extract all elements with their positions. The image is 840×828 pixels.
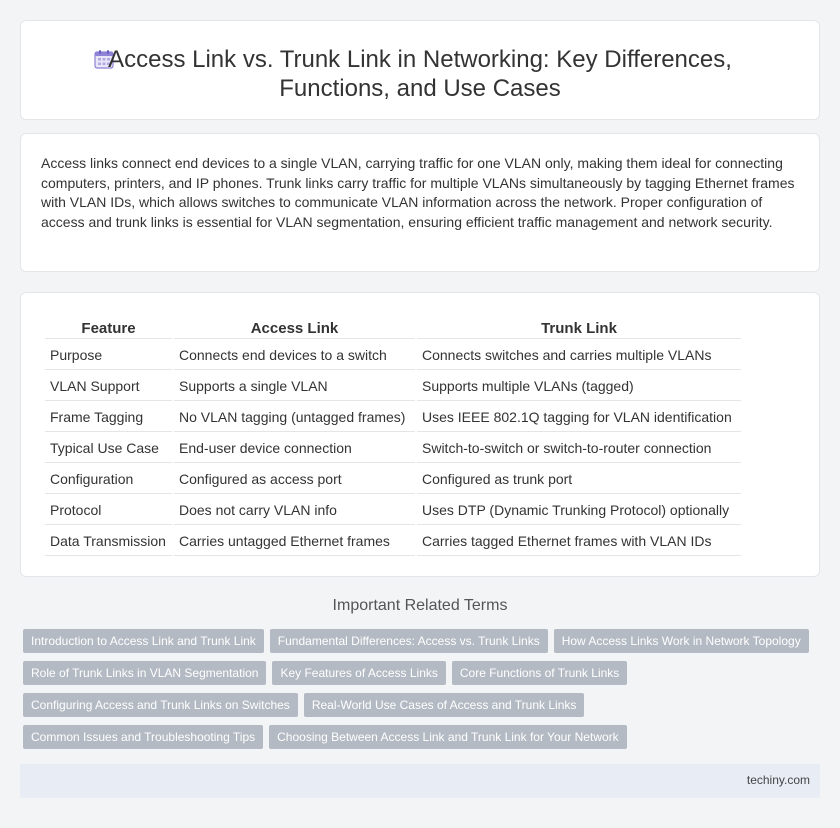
row-feature: VLAN Support bbox=[45, 372, 172, 401]
row-feature: Purpose bbox=[45, 341, 172, 370]
footer-brand[interactable]: techiny.com bbox=[746, 773, 810, 787]
term-chip[interactable]: Common Issues and Troubleshooting Tips bbox=[23, 725, 263, 749]
header-feature: Feature bbox=[45, 319, 172, 339]
row-feature: Configuration bbox=[45, 465, 172, 494]
row-access: No VLAN tagging (untagged frames) bbox=[174, 403, 415, 432]
related-terms-heading: Important Related Terms bbox=[332, 597, 508, 614]
row-access: Configured as access port bbox=[174, 465, 415, 494]
row-trunk: Uses DTP (Dynamic Trunking Protocol) optionally bbox=[417, 496, 741, 525]
related-terms-list bbox=[23, 629, 823, 757]
table-row bbox=[45, 527, 741, 556]
term-chip[interactable]: How Access Links Work in Network Topology bbox=[554, 629, 809, 653]
table-row bbox=[45, 341, 741, 370]
row-feature: Typical Use Case bbox=[45, 434, 172, 463]
row-trunk: Carries tagged Ethernet frames with VLAN IDs bbox=[417, 527, 741, 556]
row-feature: Protocol bbox=[45, 496, 172, 525]
term-chip[interactable]: Choosing Between Access Link and Trunk Link for Your Network bbox=[269, 725, 627, 749]
row-access: Connects end devices to a switch bbox=[174, 341, 415, 370]
table-header-row bbox=[45, 319, 741, 339]
table-row bbox=[45, 465, 741, 494]
row-access: Supports a single VLAN bbox=[174, 372, 415, 401]
term-chip[interactable]: Core Functions of Trunk Links bbox=[452, 661, 627, 685]
term-chip[interactable]: Role of Trunk Links in VLAN Segmentation bbox=[23, 661, 266, 685]
header-access-link: Access Link bbox=[174, 319, 415, 339]
header-trunk-link: Trunk Link bbox=[417, 319, 741, 339]
row-trunk: Supports multiple VLANs (tagged) bbox=[417, 372, 741, 401]
table-row bbox=[45, 496, 741, 525]
footer-bar bbox=[20, 764, 820, 798]
table-row bbox=[45, 403, 741, 432]
term-row bbox=[23, 629, 823, 653]
title-wrap bbox=[21, 45, 819, 103]
term-row bbox=[23, 661, 823, 685]
table-row bbox=[45, 372, 741, 401]
term-chip[interactable]: Introduction to Access Link and Trunk Link bbox=[23, 629, 264, 653]
term-chip[interactable]: Real-World Use Cases of Access and Trunk Links bbox=[304, 693, 585, 717]
term-chip[interactable]: Key Features of Access Links bbox=[272, 661, 445, 685]
term-chip[interactable]: Fundamental Differences: Access vs. Trunk Links bbox=[270, 629, 548, 653]
intro-paragraph: Access links connect end devices to a single VLAN, carrying traffic for one VLAN only, making them ideal for connecting computers, printers, and IP phones. Trunk links carry traffic for multiple VLANs simultaneously by tagging Ethernet frames with VLAN IDs, which allows switches to communicate VLAN information across the network. Proper configuration of access and trunk links is essential for VLAN segmentation, ensuring efficient traffic management and network security. bbox=[41, 155, 795, 230]
row-access: End-user device connection bbox=[174, 434, 415, 463]
term-row bbox=[23, 725, 823, 749]
row-trunk: Switch-to-switch or switch-to-router connection bbox=[417, 434, 741, 463]
intro-card bbox=[20, 133, 820, 272]
row-feature: Data Transmission bbox=[45, 527, 172, 556]
comparison-table-card bbox=[20, 292, 820, 577]
term-row bbox=[23, 693, 823, 717]
table-row bbox=[45, 434, 741, 463]
row-feature: Frame Tagging bbox=[45, 403, 172, 432]
row-trunk: Connects switches and carries multiple VLANs bbox=[417, 341, 741, 370]
row-access: Carries untagged Ethernet frames bbox=[174, 527, 415, 556]
page-title: Access Link vs. Trunk Link in Networking: Key Differences, Functions, and Use Cases bbox=[108, 46, 732, 102]
term-chip[interactable]: Configuring Access and Trunk Links on Switches bbox=[23, 693, 298, 717]
title-card bbox=[20, 20, 820, 120]
row-access: Does not carry VLAN info bbox=[174, 496, 415, 525]
row-trunk: Configured as trunk port bbox=[417, 465, 741, 494]
row-trunk: Uses IEEE 802.1Q tagging for VLAN identification bbox=[417, 403, 741, 432]
comparison-table bbox=[43, 317, 743, 558]
